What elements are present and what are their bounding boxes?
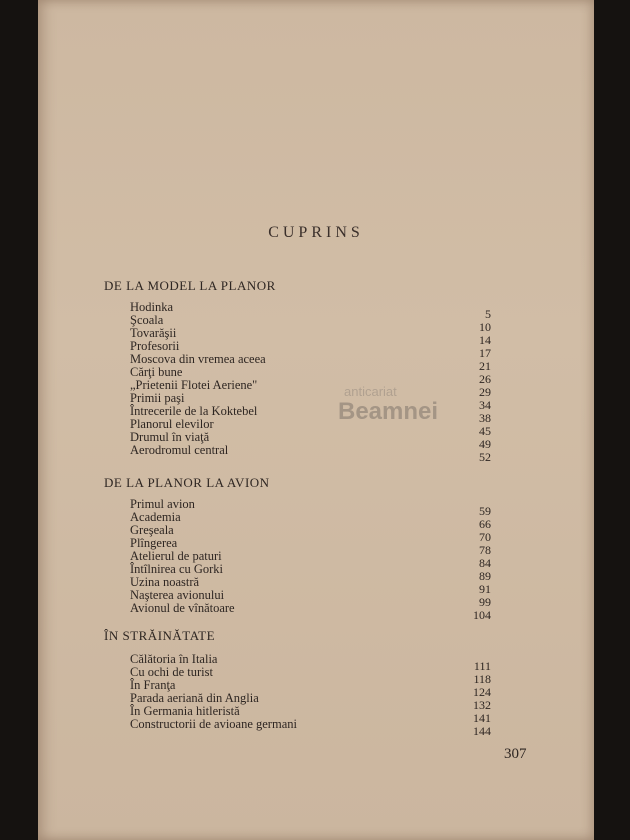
toc-entry: Drumul în viaţă xyxy=(130,430,210,444)
toc-entry: „Prietenii Flotei Aeriene" xyxy=(130,378,258,392)
toc-entry: Întrecerile de la Koktebel xyxy=(130,404,258,418)
section-heading-1: DE LA MODEL LA PLANOR xyxy=(104,278,276,293)
toc-entry: Tovarăşii xyxy=(130,326,177,340)
toc-page-number: 10 xyxy=(479,320,491,334)
page-title: CUPRINS xyxy=(268,224,364,241)
watermark-top-text: anticariat xyxy=(344,384,397,399)
section-heading-3: ÎN STRĂINĂTATE xyxy=(104,628,216,643)
toc-page-number: 124 xyxy=(473,685,491,699)
toc-page-number: 78 xyxy=(479,543,491,557)
toc-entry: Primul avion xyxy=(130,497,195,511)
toc-page-number: 21 xyxy=(479,359,491,373)
toc-page-number: 5 xyxy=(485,307,491,321)
toc-page-number: 49 xyxy=(479,437,491,451)
watermark-main-text: Beamnei xyxy=(338,398,439,425)
toc-page-number: 17 xyxy=(479,346,491,360)
toc-entry: Planorul elevilor xyxy=(130,417,214,431)
toc-page-number: 70 xyxy=(479,530,491,544)
toc-entry: Parada aeriană din Anglia xyxy=(130,691,259,705)
book-page xyxy=(38,0,594,840)
toc-entry: Naşterea avionului xyxy=(130,588,225,602)
toc-entry: Atelierul de paturi xyxy=(130,549,222,563)
toc-page-number: 132 xyxy=(473,698,491,712)
toc-entry: Moscova din vremea aceea xyxy=(130,352,266,366)
toc-entry: Greşeala xyxy=(130,523,174,537)
toc-page-number: 104 xyxy=(473,608,491,622)
toc-entry: Cărţi bune xyxy=(130,365,183,379)
toc-page-number: 141 xyxy=(473,711,491,725)
toc-entry: Întîlnirea cu Gorki xyxy=(130,562,224,576)
toc-entry: Şcoala xyxy=(130,313,164,327)
toc-page-number: 144 xyxy=(473,724,491,738)
toc-entry: Cu ochi de turist xyxy=(130,665,213,679)
toc-entry: Hodinka xyxy=(130,300,174,314)
toc-entry: Avionul de vînătoare xyxy=(130,601,235,615)
section-heading-2: DE LA PLANOR LA AVION xyxy=(104,475,270,490)
toc-entry: Călătoria în Italia xyxy=(130,652,218,666)
toc-page-number: 45 xyxy=(479,424,491,438)
toc-page-number: 29 xyxy=(479,385,491,399)
toc-entry: Primii paşi xyxy=(130,391,185,405)
page-number-footer: 307 xyxy=(504,746,527,762)
toc-page-number: 14 xyxy=(479,333,491,347)
toc-page-number: 84 xyxy=(479,556,491,570)
toc-page-number: 38 xyxy=(479,411,491,425)
toc-page-number: 52 xyxy=(479,450,491,464)
toc-page-number: 111 xyxy=(473,659,491,673)
toc-entry: Constructorii de avioane germani xyxy=(130,717,297,731)
toc-page-number: 26 xyxy=(479,372,491,386)
toc-entry: Academia xyxy=(130,510,181,524)
toc-entry: Plîngerea xyxy=(130,536,178,550)
toc-entry: Aerodromul central xyxy=(130,443,229,457)
toc-page-number: 118 xyxy=(473,672,491,686)
toc-entry: În Germania hitleristă xyxy=(130,704,240,718)
toc-entry: Profesorii xyxy=(130,339,180,353)
toc-entry: Uzina noastră xyxy=(130,575,200,589)
toc-page-number: 66 xyxy=(479,517,491,531)
toc-page-number: 99 xyxy=(479,595,491,609)
toc-entry: În Franţa xyxy=(130,678,176,692)
toc-page-number: 91 xyxy=(479,582,491,596)
toc-page-number: 59 xyxy=(479,504,491,518)
toc-page-number: 89 xyxy=(479,569,491,583)
toc-page-number: 34 xyxy=(479,398,491,412)
